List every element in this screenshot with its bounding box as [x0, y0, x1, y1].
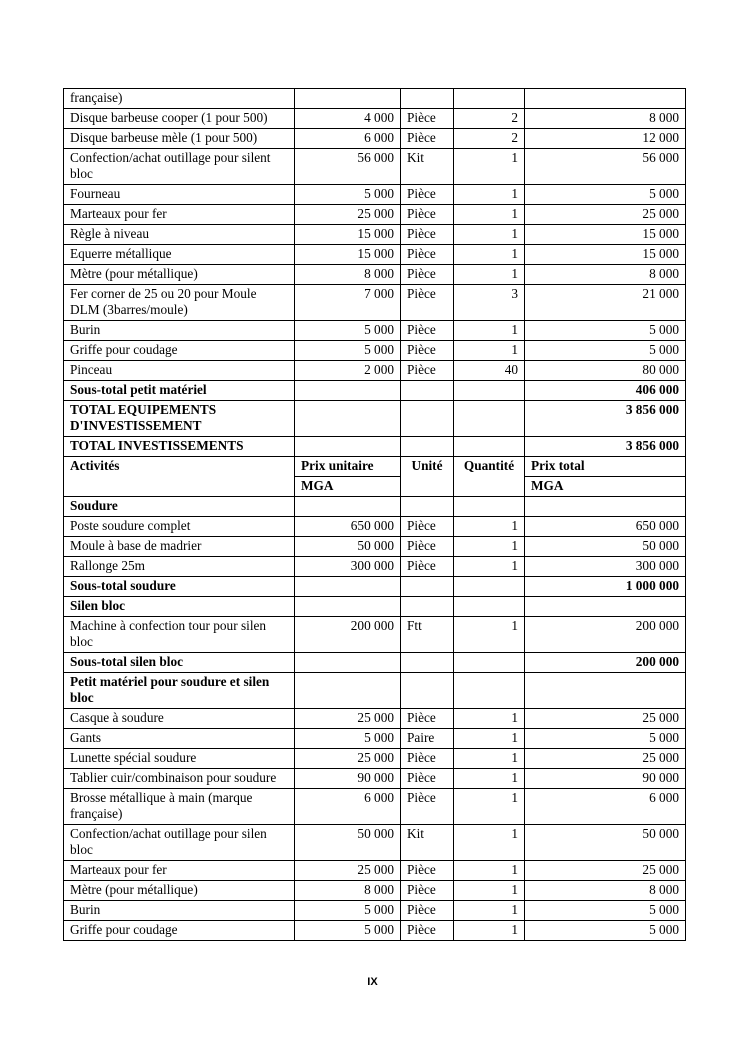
item-total-price: 56 000 — [525, 149, 686, 185]
table-row — [64, 617, 686, 653]
item-quantity: 1 — [454, 749, 525, 769]
item-total-price: 25 000 — [525, 205, 686, 225]
item-unit: Ftt — [401, 617, 454, 653]
item-unit: Pièce — [401, 901, 454, 921]
item-quantity: 1 — [454, 617, 525, 653]
item-description: Griffe pour coudage — [64, 921, 295, 941]
item-description: Tablier cuir/combinaison pour soudure — [64, 769, 295, 789]
item-total-price: 8 000 — [525, 265, 686, 285]
item-unit: Pièce — [401, 321, 454, 341]
table-row — [64, 557, 686, 577]
item-unit: Pièce — [401, 881, 454, 901]
item-total-price: 15 000 — [525, 245, 686, 265]
item-description: Burin — [64, 901, 295, 921]
table-body-silen-header — [64, 577, 686, 617]
table-row — [64, 109, 686, 129]
table-row — [64, 825, 686, 861]
item-quantity: 1 — [454, 861, 525, 881]
item-total-price: 80 000 — [525, 361, 686, 381]
subtotal-row-soudure — [64, 577, 686, 597]
item-description: Equerre métallique — [64, 245, 295, 265]
table-row — [64, 361, 686, 381]
item-total-price: 5 000 — [525, 729, 686, 749]
header-unite: Unité — [401, 457, 454, 497]
table-row — [64, 861, 686, 881]
table-row — [64, 537, 686, 557]
item-total-price: 12 000 — [525, 129, 686, 149]
item-quantity: 1 — [454, 205, 525, 225]
item-quantity: 1 — [454, 265, 525, 285]
item-description: Disque barbeuse mèle (1 pour 500) — [64, 129, 295, 149]
item-unit-price: 300 000 — [295, 557, 401, 577]
item-unit-price: 5 000 — [295, 321, 401, 341]
total-label: TOTAL INVESTISSEMENTS — [64, 437, 295, 457]
item-unit: Pièce — [401, 557, 454, 577]
table-row — [64, 709, 686, 729]
item-unit-price: 6 000 — [295, 789, 401, 825]
table-body-totals — [64, 381, 686, 517]
item-unit-price: 25 000 — [295, 709, 401, 729]
table-row — [64, 149, 686, 185]
table-row — [64, 205, 686, 225]
section-title: Soudure — [64, 497, 295, 517]
table-row — [64, 517, 686, 537]
item-quantity: 1 — [454, 185, 525, 205]
item-unit-price: 650 000 — [295, 517, 401, 537]
item-total-price: 5 000 — [525, 901, 686, 921]
item-unit: Pièce — [401, 185, 454, 205]
subtotal-row-silen-bloc — [64, 653, 686, 673]
item-total-price: 25 000 — [525, 709, 686, 729]
total-row-equipements — [64, 401, 686, 437]
item-description: Poste soudure complet — [64, 517, 295, 537]
table-body-soudure — [64, 517, 686, 577]
item-description: Burin — [64, 321, 295, 341]
item-quantity: 1 — [454, 789, 525, 825]
table-row — [64, 129, 686, 149]
column-header-row — [64, 457, 686, 477]
total-value: 3 856 000 — [525, 401, 686, 437]
item-unit-price: 56 000 — [295, 149, 401, 185]
item-unit-price: 25 000 — [295, 205, 401, 225]
item-quantity: 1 — [454, 225, 525, 245]
item-description: Pinceau — [64, 361, 295, 381]
item-description: Lunette spécial soudure — [64, 749, 295, 769]
subtotal-value: 200 000 — [525, 653, 686, 673]
section-title-row-silen-bloc — [64, 597, 686, 617]
item-unit-price: 25 000 — [295, 749, 401, 769]
item-description: Machine à confection tour pour silen bloc — [64, 617, 295, 653]
subtotal-value: 1 000 000 — [525, 577, 686, 597]
item-total-price: 8 000 — [525, 881, 686, 901]
table-body-petit-header — [64, 653, 686, 709]
section-title: Petit matériel pour soudure et silen bloc — [64, 673, 295, 709]
total-row-investissements — [64, 437, 686, 457]
item-description: Moule à base de madrier — [64, 537, 295, 557]
item-quantity: 1 — [454, 769, 525, 789]
item-total-price: 200 000 — [525, 617, 686, 653]
item-unit: Pièce — [401, 205, 454, 225]
total-value: 3 856 000 — [525, 437, 686, 457]
item-total-price: 50 000 — [525, 825, 686, 861]
table-row — [64, 185, 686, 205]
section-title-row-soudure — [64, 497, 686, 517]
item-description: Fer corner de 25 ou 20 pour Moule DLM (3barres/moule) — [64, 285, 295, 321]
item-description: Rallonge 25m — [64, 557, 295, 577]
item-unit: Pièce — [401, 265, 454, 285]
table-body-silen-bloc — [64, 617, 686, 653]
subtotal-value: 406 000 — [525, 381, 686, 401]
item-description: Gants — [64, 729, 295, 749]
item-unit: Pièce — [401, 861, 454, 881]
item-unit: Pièce — [401, 341, 454, 361]
item-total-price: 25 000 — [525, 861, 686, 881]
item-unit-price: 50 000 — [295, 825, 401, 861]
total-label: TOTAL EQUIPEMENTS D'INVESTISSEMENT — [64, 401, 295, 437]
item-description: Règle à niveau — [64, 225, 295, 245]
item-total-price: 5 000 — [525, 321, 686, 341]
table-row — [64, 881, 686, 901]
subtotal-label: Sous-total soudure — [64, 577, 295, 597]
budget-table — [63, 88, 686, 941]
item-unit-price — [295, 89, 401, 109]
item-unit: Pièce — [401, 109, 454, 129]
subtotal-label: Sous-total petit matériel — [64, 381, 295, 401]
item-unit-price: 4 000 — [295, 109, 401, 129]
item-quantity: 1 — [454, 901, 525, 921]
table-row — [64, 749, 686, 769]
item-unit-price: 7 000 — [295, 285, 401, 321]
item-total-price: 21 000 — [525, 285, 686, 321]
table-row — [64, 921, 686, 941]
header-activites: Activités — [64, 457, 295, 497]
item-unit-price: 5 000 — [295, 185, 401, 205]
item-unit-price: 200 000 — [295, 617, 401, 653]
item-description: Confection/achat outillage pour silent bloc — [64, 149, 295, 185]
item-description: Brosse métallique à main (marque française) — [64, 789, 295, 825]
item-description: Mètre (pour métallique) — [64, 881, 295, 901]
section-title-row-petit-materiel — [64, 673, 686, 709]
item-unit-price: 2 000 — [295, 361, 401, 381]
item-total-price: 8 000 — [525, 109, 686, 129]
item-quantity: 1 — [454, 321, 525, 341]
table-row — [64, 729, 686, 749]
item-description: Mètre (pour métallique) — [64, 265, 295, 285]
item-unit-price: 8 000 — [295, 265, 401, 285]
item-unit-price: 6 000 — [295, 129, 401, 149]
item-unit: Kit — [401, 825, 454, 861]
item-unit-price: 5 000 — [295, 901, 401, 921]
item-unit: Pièce — [401, 789, 454, 825]
item-unit — [401, 89, 454, 109]
table-row — [64, 285, 686, 321]
table-row — [64, 769, 686, 789]
item-total-price: 5 000 — [525, 185, 686, 205]
item-unit-price: 5 000 — [295, 341, 401, 361]
item-unit: Pièce — [401, 749, 454, 769]
table-row — [64, 89, 686, 109]
item-description: française) — [64, 89, 295, 109]
item-unit: Pièce — [401, 537, 454, 557]
item-quantity: 1 — [454, 921, 525, 941]
table-row — [64, 789, 686, 825]
item-quantity: 1 — [454, 729, 525, 749]
item-description: Casque à soudure — [64, 709, 295, 729]
table-row — [64, 341, 686, 361]
item-description: Fourneau — [64, 185, 295, 205]
page-number: IX — [367, 976, 378, 988]
item-unit: Pièce — [401, 225, 454, 245]
item-unit-price: 15 000 — [295, 245, 401, 265]
item-unit-price: 8 000 — [295, 881, 401, 901]
item-description: Griffe pour coudage — [64, 341, 295, 361]
item-unit: Pièce — [401, 769, 454, 789]
table-body-top — [64, 89, 686, 381]
item-unit: Pièce — [401, 517, 454, 537]
item-quantity: 1 — [454, 709, 525, 729]
item-total-price: 6 000 — [525, 789, 686, 825]
item-unit-price: 50 000 — [295, 537, 401, 557]
item-quantity: 2 — [454, 129, 525, 149]
item-description: Disque barbeuse cooper (1 pour 500) — [64, 109, 295, 129]
item-description: Marteaux pour fer — [64, 861, 295, 881]
item-total-price: 5 000 — [525, 341, 686, 361]
item-total-price: 50 000 — [525, 537, 686, 557]
item-total-price: 90 000 — [525, 769, 686, 789]
item-total-price — [525, 89, 686, 109]
item-unit: Pièce — [401, 361, 454, 381]
item-unit: Pièce — [401, 129, 454, 149]
table-row — [64, 321, 686, 341]
table-row — [64, 245, 686, 265]
subtotal-row-petit-materiel — [64, 381, 686, 401]
item-unit-price: 5 000 — [295, 921, 401, 941]
item-total-price: 5 000 — [525, 921, 686, 941]
item-unit: Pièce — [401, 245, 454, 265]
item-unit: Pièce — [401, 285, 454, 321]
table-row — [64, 225, 686, 245]
item-quantity: 1 — [454, 517, 525, 537]
header-currency-total: MGA — [525, 477, 686, 497]
item-unit: Pièce — [401, 921, 454, 941]
table-row — [64, 901, 686, 921]
header-prix-total: Prix total — [525, 457, 686, 477]
item-unit: Kit — [401, 149, 454, 185]
table-row — [64, 265, 686, 285]
item-unit-price: 25 000 — [295, 861, 401, 881]
item-unit: Pièce — [401, 709, 454, 729]
header-quantite: Quantité — [454, 457, 525, 497]
item-quantity: 1 — [454, 881, 525, 901]
item-quantity: 3 — [454, 285, 525, 321]
item-quantity: 1 — [454, 245, 525, 265]
item-description: Marteaux pour fer — [64, 205, 295, 225]
item-quantity: 1 — [454, 825, 525, 861]
item-total-price: 15 000 — [525, 225, 686, 245]
item-quantity — [454, 89, 525, 109]
item-quantity: 1 — [454, 341, 525, 361]
item-unit-price: 5 000 — [295, 729, 401, 749]
section-title: Silen bloc — [64, 597, 295, 617]
subtotal-label: Sous-total silen bloc — [64, 653, 295, 673]
item-unit: Paire — [401, 729, 454, 749]
item-quantity: 1 — [454, 149, 525, 185]
item-quantity: 1 — [454, 557, 525, 577]
table-body-petit-materiel — [64, 709, 686, 941]
item-total-price: 300 000 — [525, 557, 686, 577]
item-description: Confection/achat outillage pour silen bloc — [64, 825, 295, 861]
item-quantity: 2 — [454, 109, 525, 129]
item-unit-price: 90 000 — [295, 769, 401, 789]
item-quantity: 1 — [454, 537, 525, 557]
item-quantity: 40 — [454, 361, 525, 381]
item-total-price: 650 000 — [525, 517, 686, 537]
item-total-price: 25 000 — [525, 749, 686, 769]
item-unit-price: 15 000 — [295, 225, 401, 245]
header-currency-unitaire: MGA — [295, 477, 401, 497]
header-prix-unitaire: Prix unitaire — [295, 457, 401, 477]
